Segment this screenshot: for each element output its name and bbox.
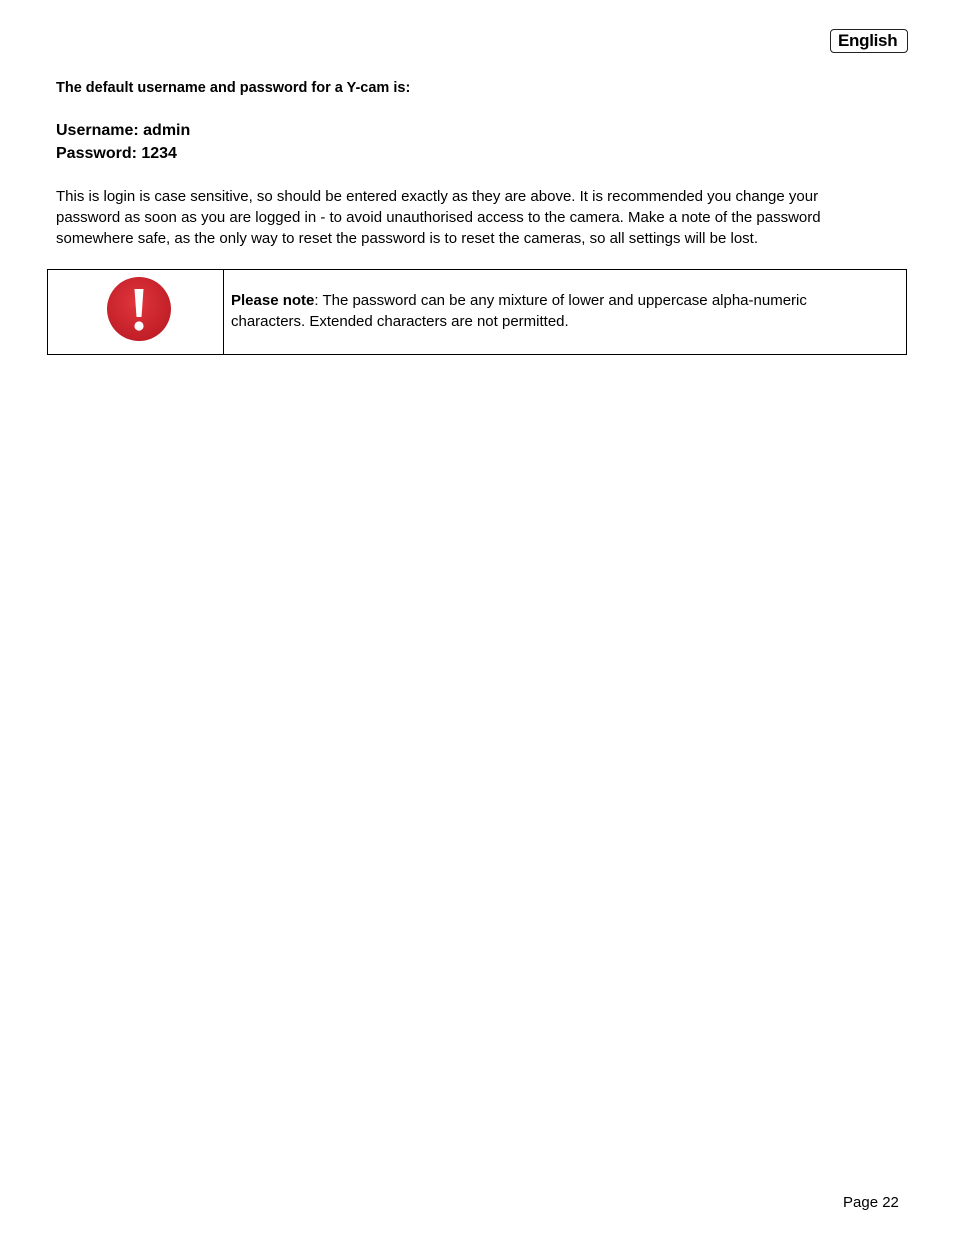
paragraph-line: somewhere safe, as the only way to reset the password is to reset the cameras, so all settings will be lost.	[56, 230, 758, 247]
default-password: Password: 1234	[56, 145, 177, 162]
note-icon-cell	[48, 270, 224, 354]
default-username: Username: admin	[56, 122, 191, 139]
section-heading: The default username and password for a Y-cam is:	[56, 80, 411, 96]
exclamation-alert-icon	[106, 276, 172, 342]
paragraph-line: This is login is case sensitive, so should be entered exactly as they are above. It is recommended you change your	[56, 188, 819, 205]
language-badge: English	[830, 29, 908, 53]
note-line-2: characters. Extended characters are not permitted.	[231, 313, 569, 330]
instructions-paragraph	[56, 186, 876, 249]
note-label: Please note	[231, 292, 315, 309]
page-number: Page 22	[843, 1194, 899, 1211]
note-text	[224, 270, 906, 354]
note-line-1-text: : The password can be any mixture of lower and uppercase alpha-numeric	[314, 292, 807, 309]
paragraph-line: password as soon as you are logged in - to avoid unauthorised access to the camera. Make a note of the password	[56, 209, 821, 226]
note-line-1	[231, 290, 906, 311]
note-callout	[47, 269, 907, 355]
